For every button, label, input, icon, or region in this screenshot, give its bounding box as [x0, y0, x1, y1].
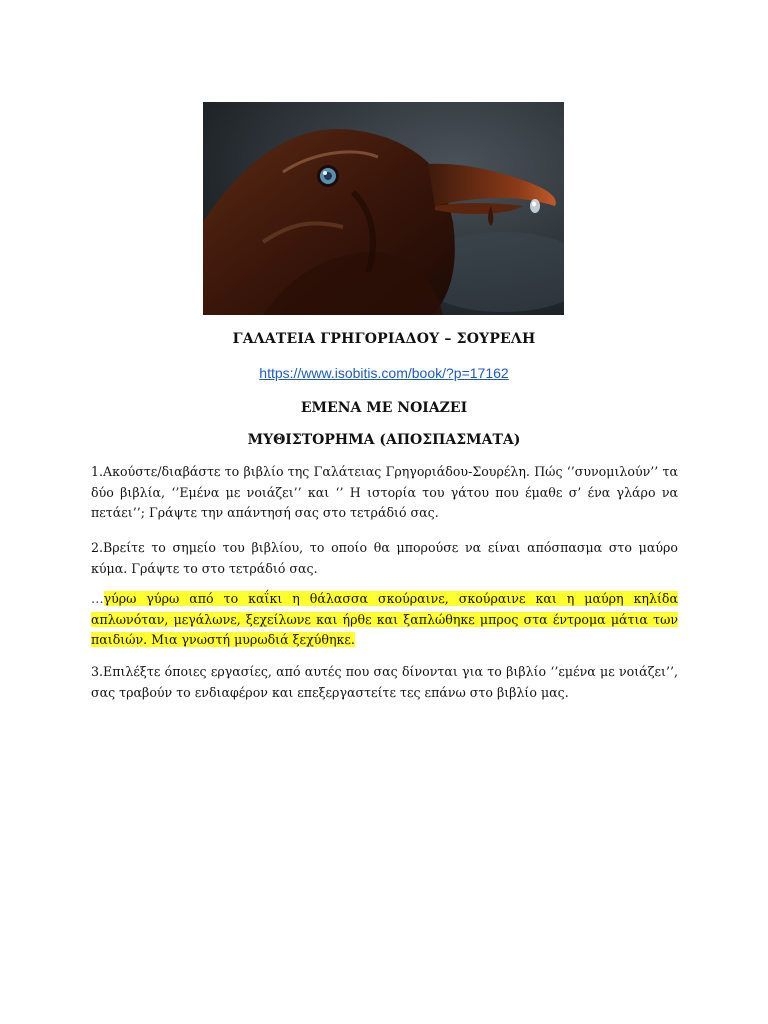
oil-covered-bird-photo [203, 102, 564, 315]
excerpt-ellipsis: … [91, 591, 104, 606]
book-subtitle: ΜΥΘΙΣΤΟΡΗΜΑ (ΑΠΟΣΠΑΣΜΑΤΑ) [247, 432, 521, 448]
excerpt-paragraph [91, 589, 678, 651]
task-2-paragraph: 2.Βρείτε το σημείο του βιβλίου, το οποίο θα μπορούσε να είναι απόσπασμα στο μαύρο κύμα. Γράψτε το στο τετράδιό σας. [91, 540, 678, 576]
bird-image [203, 102, 564, 315]
book-title: ΕΜΕΝΑ ΜΕ ΝΟΙΑΖΕΙ [300, 400, 468, 416]
highlighted-excerpt: γύρω γύρω από το καΐκι η θάλασσα σκούραινε, σκούραινε και η μαύρη κηλίδα απλωνόταν, μεγάλωνε, ξεχείλωνε και ήρθε και ξαπλώθηκε μπρος στα έντρομα μάτια των παιδιών. Μια γνωστή μυρωδιά ξεχύθηκε. [91, 591, 678, 647]
author-name: ΓΑΛΑΤΕΙΑ ΓΡΗΓΟΡΙΑΔΟΥ – ΣΟΥΡΕΛΗ [232, 331, 536, 347]
task-3-paragraph: 3.Επιλέξτε όποιες εργασίες, από αυτές που σας δίνονται για το βιβλίο ‘’εμένα με νοιάζει’’, σας τραβούν το ενδιαφέρον και επεξεργαστείτε τες επάνω στο βιβλίο μας. [91, 664, 678, 700]
task-1-paragraph: 1.Ακούστε/διαβάστε το βιβλίο της Γαλάτειας Γρηγοριάδου-Σουρέλη. Πώς ‘’συνομιλούν’’ τα δύο βιβλία, ‘’Εμένα με νοιάζει’’ και ‘’ Η ιστορία του γάτου που έμαθε σ’ ένα γλάρο να πετάει’’; Γράψτε την απάντησή σας στο τετράδιό σας. [91, 464, 678, 520]
book-link[interactable]: https://www.isobitis.com/book/?p=17162 [259, 365, 509, 381]
